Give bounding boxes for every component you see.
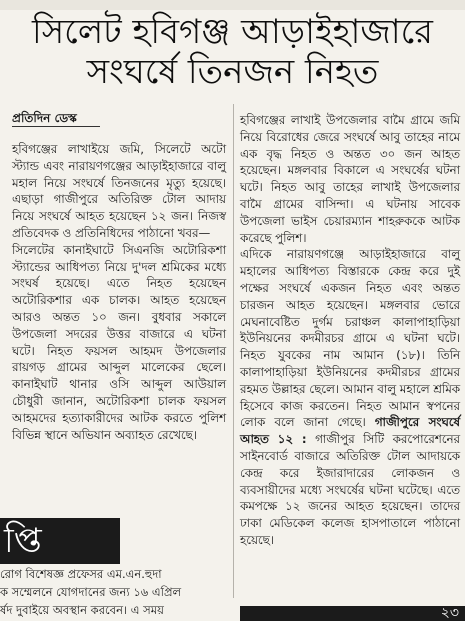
left-paragraph-1: হবিগঞ্জের লাখাইয়ে জমি, সিলেটে অটো স্ট্যান্ড এবং নারায়ণগঞ্জের আড়াইহাজারে বালু মহাল নিয়ে সংঘর্ষে তিনজনের মৃত্যু হয়েছে। এছাড়া গাজীপুরে অতিরিক্ত টোল আদায় নিয়ে সংঘর্ষে আহত হয়েছেন ১২ জন। নিজস্ব প্রতিবেদক ও প্রতিনিধিদের পাঠানো খবর— (12, 142, 226, 240)
bottom-right-fragment: ২৩ (240, 606, 465, 621)
headline (0, 12, 465, 92)
byline: প্রতিদিন ডেস্ক (12, 110, 100, 127)
headline-line-1: সিলেট হবিগঞ্জ আড়াইহাজারে (31, 12, 433, 52)
right-paragraph-3: গাজীপুর সিটি করপোরেশনের সাইনবোর্ড বাজারে অতিরিক্ত টোল আদায়কে কেন্দ্র করে ইজারাদারের লোকজন ও ব্যবসায়ীদের মধ্যে সংঘর্ষের ঘটনা ঘটেছে। এতে কমপক্ষে ১২ জনের আহত হয়েছেন। তাদের ঢাকা মেডিকেল কলেজ হাসপাতালে পাঠানো হয়েছে। (240, 432, 460, 547)
promo-line-3: র্ষদ দুবাইয়ে অবস্থান করবেন। এ সময় (0, 603, 164, 617)
right-paragraph-2-text: এদিকে নারায়ণগঞ্জে আড়াইহাজারে বালু মহালের আধিপত্য বিস্তারকে কেন্দ্র করে দুই পক্ষের সংঘর্ষে একজন নিহত এবং অন্তত চারজন আহত হয়েছেন। মঙ্গলবার ভোরে মেঘনাবেষ্টিত দুর্গম চরাঞ্চল কালাপাহাড়িয়া ইউনিয়নের কদমীরচর গ্রামে এ ঘটনা ঘটে। নিহত যুবকের নাম আমান (১৮)। তিনি কালাপাহাড়িয়া ইউনিয়নের কদমীরচর গ্রামের রহমত উল্লাহর ছেলে। আমান বালু মহালে শ্রমিক হিসেবে কাজ করতেন। নিহত আমান স্বপনের লোক বলে জানা গেছে। (240, 247, 460, 430)
promo-title: প্তি (0, 518, 120, 564)
column-divider (233, 104, 234, 598)
article-right-column (240, 112, 460, 549)
headline-line-2: সংঘর্ষে তিনজন নিহত (86, 52, 379, 92)
left-paragraph-2: সিলেটের কানাইঘাটে সিএনজি অটোরিকশা স্ট্যান্ডের আধিপত্য নিয়ে দু'দল শ্রমিকের মধ্যে সংঘর্ষ হয়েছে। এতে নিহত হয়েছেন অটোরিকশার এক চালক। আহত হয়েছেন আরও অন্তত ১০ জন। বুধবার সকালে উপজেলা সদরের উত্তর বাজারে এ ঘটনা ঘটে। নিহত ফয়সল আহমদ উপজেলার রায়গড় গ্রামের আব্দুল মালেকের ছেলে। কানাইঘাট থানার ওসি আব্দুল আউয়াল চৌধুরী জানান, অটোরিকশা চালক ফয়সল আহমদের হত্যাকারীদের আটক করতে পুলিশ বিভিন্ন স্থানে অভিযান অব্যাহত রেখেছে। (12, 242, 226, 442)
promo-line-1: রোগ বিশেষজ্ঞ প্রফেসর এম.এন.হুদা (0, 567, 162, 581)
gazipur-subhead: গাজীপুরে সংঘর্ষে আহত ১২ : (240, 415, 461, 447)
top-page-strip (0, 0, 465, 10)
right-paragraph-1: হবিগঞ্জের লাখাই উপজেলার বামৈ গ্রামে জমি নিয়ে বিরোধের জেরে সংঘর্ষে আবু তাহের নামে এক বৃদ্ধ নিহত ও অন্তত ৩০ জন আহত হয়েছেন। মঙ্গলবার বিকালে এ সংঘর্ষের ঘটনা ঘটে। নিহত আবু তাহের লাখাই উপজেলার বামৈ গ্রামের বাসিন্দা। এ ঘটনায় সাবেক উপজেলা ভাইস চেয়ারম্যান শাহরুককে আটক করেছে পুলিশ। (240, 113, 460, 245)
promo-line-2: ক সম্মেলনে যোগদানের জন্য ১৬ এপ্রিল (0, 585, 182, 599)
right-paragraph-2 (240, 246, 460, 548)
article-left-column (12, 110, 226, 443)
